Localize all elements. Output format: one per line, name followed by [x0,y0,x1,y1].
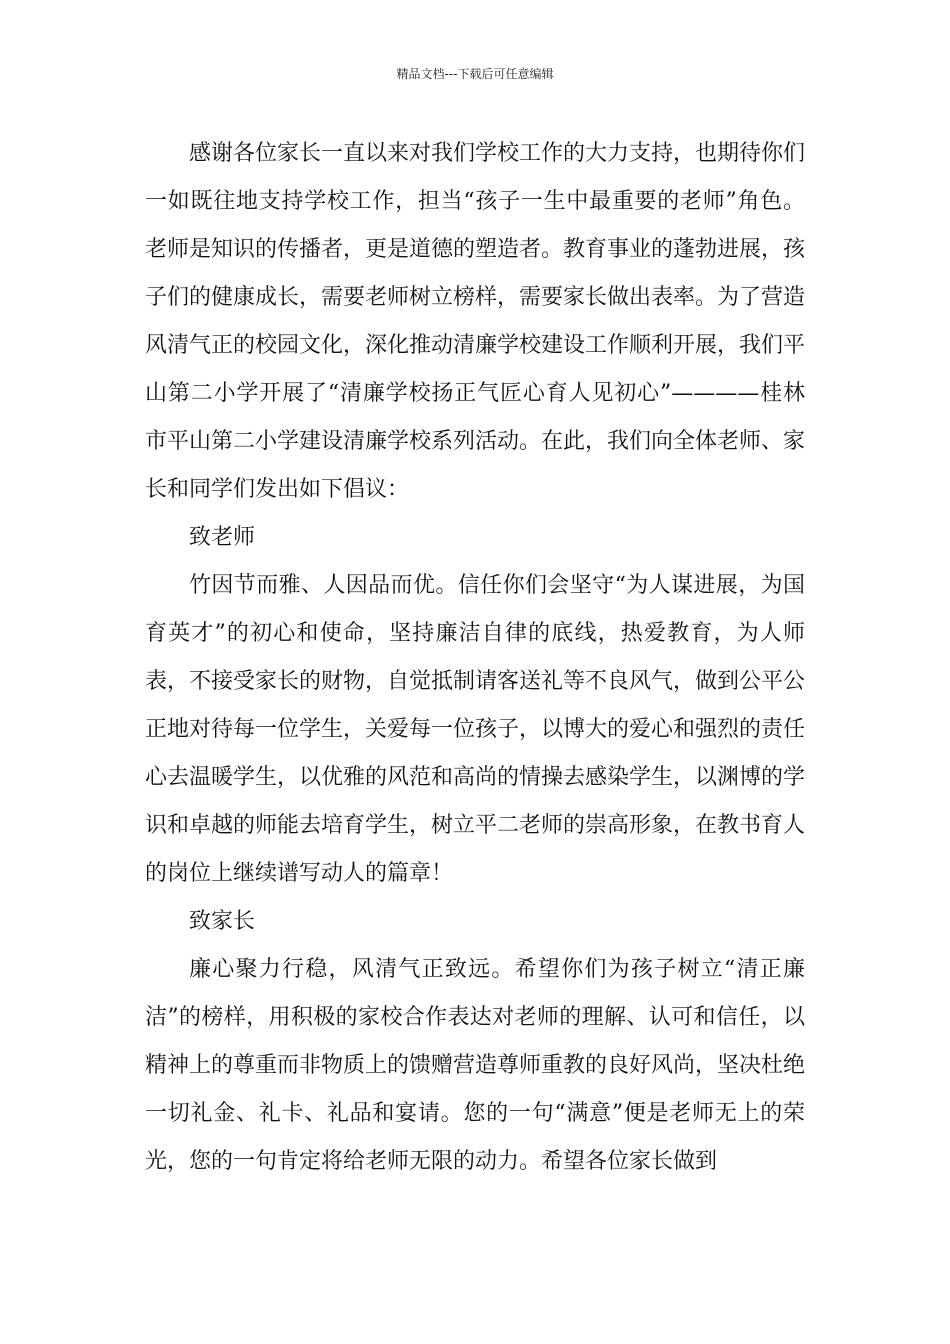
teachers-heading: 致老师 [189,525,256,550]
document-body [145,130,805,1186]
parents-paragraph: 廉心聚力行稳，风清气正致远。希望你们为孩子树立“清正廉洁”的榜样，用积极的家校合作表达对老师的理解、认可和信任，以精神上的尊重而非物质上的馈赠营造尊师重教的良好风尚，坚决杜绝一切礼金、礼卡、礼品和宴请。您的一句“满意”便是老师无上的荣光，您的一句肯定将给老师无限的动力。希望各位家长做到 [145,957,806,1174]
page-header: 精品文档---下载后可任意编辑 [396,67,554,81]
teachers-paragraph: 竹因节而雅、人因品而优。信任你们会坚守“为人谋进展，为国育英才”的初心和使命，坚持廉洁自律的底线，热爱教育，为人师表，不接受家长的财物，自觉抵制请客送礼等不良风气，做到公平公正地对待每一位学生，关爱每一位孩子，以博大的爱心和强烈的责任心去温暖学生，以优雅的风范和高尚的情操去感染学生，以渊博的学识和卓越的师能去培育学生，树立平二老师的崇高形象，在教书育人的岗位上继续谱写动人的篇章！ [145,573,806,886]
intro-paragraph: 感谢各位家长一直以来对我们学校工作的大力支持，也期待你们一如既往地支持学校工作，担当“孩子一生中最重要的老师”角色。老师是知识的传播者，更是道德的塑造者。教育事业的蓬勃进展，孩子们的健康成长，需要老师树立榜样，需要家长做出表率。为了营造风清气正的校园文化，深化推动清廉学校建设工作顺利开展，我们平山第二小学开展了“清廉学校扬正气匠心育人见初心”————桂林市平山第二小学建设清廉学校系列活动。在此，我们向全体老师、家长和同学们发出如下倡议： [145,141,806,502]
parents-heading: 致家长 [189,909,256,934]
